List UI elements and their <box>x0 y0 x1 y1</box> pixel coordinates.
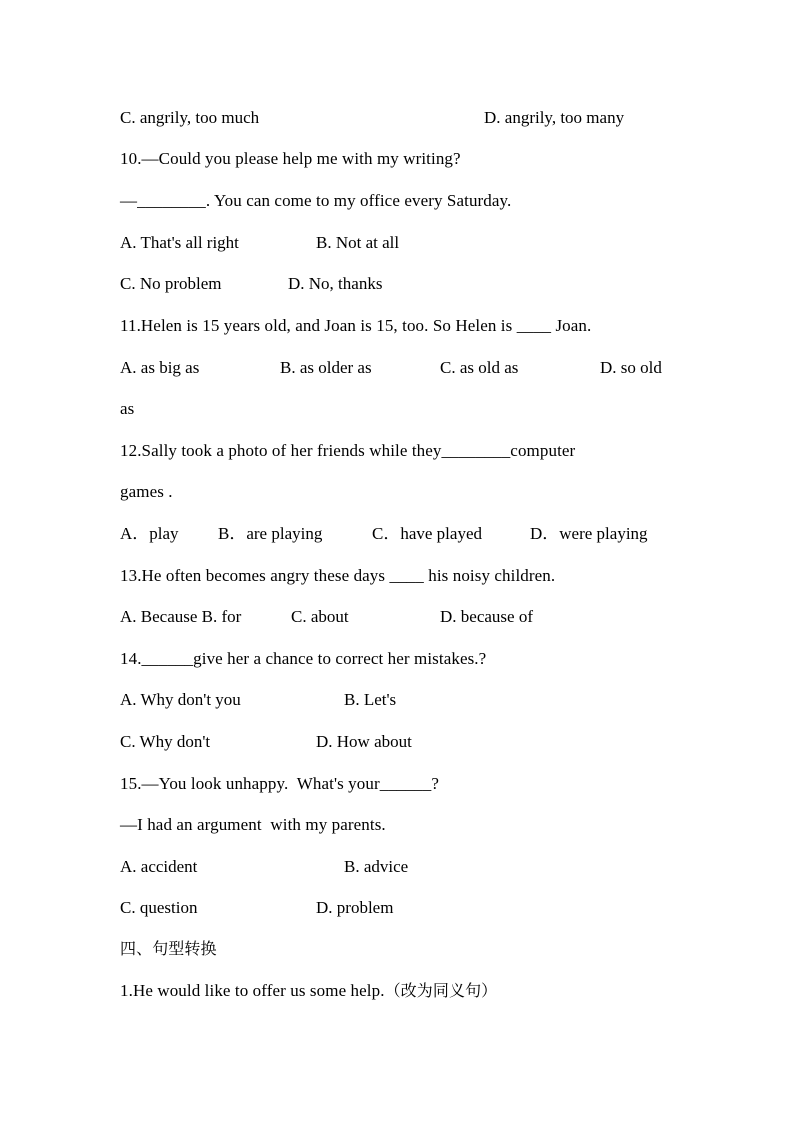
q10-option-a: A. That's all right <box>120 233 239 252</box>
q13-option-ab: A. Because B. for <box>120 607 242 626</box>
q10-option-c: C. No problem <box>120 274 222 293</box>
section4-q1-instruction: （改为同义句） <box>384 981 498 1000</box>
q13-option-d: D. because of <box>440 607 533 626</box>
q15-option-d: D. problem <box>316 898 394 917</box>
q15-option-c: C. question <box>120 898 198 917</box>
q14-option-d: D. How about <box>316 732 412 751</box>
q12-stem-continued: games . <box>120 482 173 501</box>
q10-stem: 10.—Could you please help me with my writing? <box>120 149 461 168</box>
q14-option-a: A. Why don't you <box>120 690 241 709</box>
q15-stem: 15.—You look unhappy. What's your______? <box>120 774 439 793</box>
q11-option-d-continued: as <box>120 399 135 418</box>
q10-reply: —________. You can come to my office every Saturday. <box>120 191 512 210</box>
q12-option-b: B．are playing <box>218 524 323 543</box>
q11-option-a: A. as big as <box>120 358 200 377</box>
q14-option-b: B. Let's <box>344 690 397 709</box>
q14-option-c: C. Why don't <box>120 732 211 751</box>
q15-reply: —I had an argument with my parents. <box>120 815 386 834</box>
q11-option-c: C. as old as <box>440 358 519 377</box>
q13-stem: 13.He often becomes angry these days ____ his noisy children. <box>120 566 556 585</box>
q9-option-c: C. angrily, too much <box>120 108 260 127</box>
q11-option-b: B. as older as <box>280 358 372 377</box>
q10-option-d: D. No, thanks <box>288 274 383 293</box>
q12-stem: 12.Sally took a photo of her friends while they________computer <box>120 441 576 460</box>
q12-option-c: C．have played <box>372 524 482 543</box>
q14-stem: 14.______give her a chance to correct her mistakes.? <box>120 649 487 668</box>
q12-option-a: A．play <box>120 524 179 543</box>
section4-q1 <box>120 981 497 1001</box>
q11-stem: 11.Helen is 15 years old, and Joan is 15, too. So Helen is ____ Joan. <box>120 316 592 335</box>
section4-q1-text: 1.He would like to offer us some help. <box>120 981 385 1000</box>
q10-option-b: B. Not at all <box>316 233 400 252</box>
q12-option-d: D．were playing <box>530 524 648 543</box>
q15-option-a: A. accident <box>120 857 198 876</box>
q13-option-c: C. about <box>291 607 349 626</box>
q9-option-d: D. angrily, too many <box>484 108 625 127</box>
section-heading: 四、句型转换 <box>120 939 217 958</box>
q11-option-d: D. so old <box>600 358 662 377</box>
q15-option-b: B. advice <box>344 857 409 876</box>
